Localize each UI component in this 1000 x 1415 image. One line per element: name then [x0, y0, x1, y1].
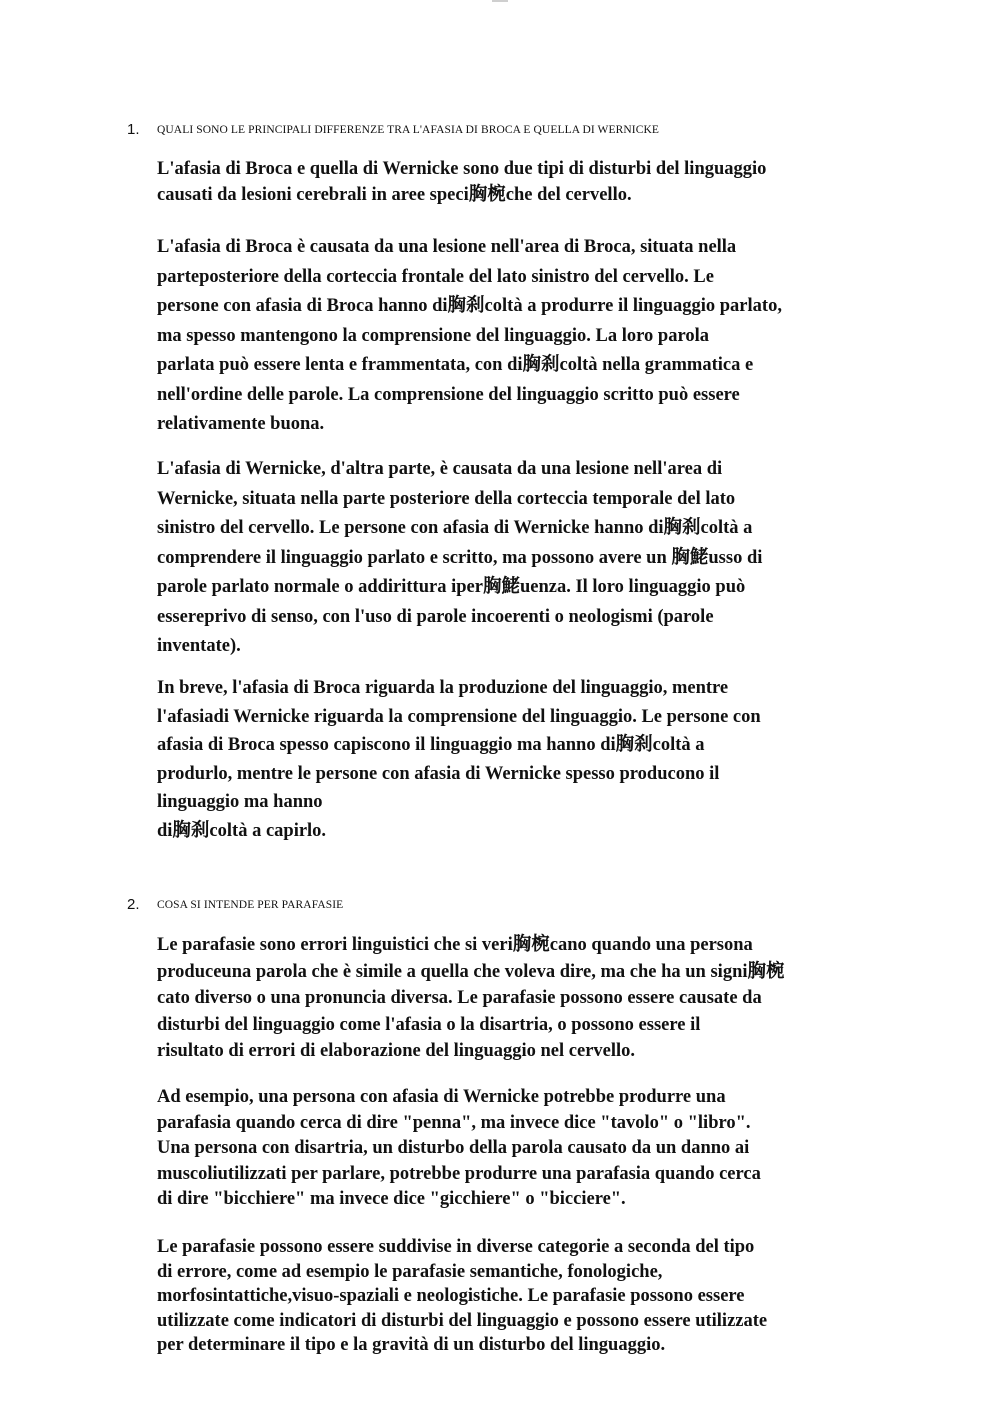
text-line: comprendere il linguaggio parlato e scritto, ma possono avere un 胸鮱usso di — [157, 547, 763, 568]
text-line: Wernicke, situata nella parte posteriore della corteccia temporale del lato — [157, 488, 736, 509]
text-line: muscoliutilizzati per parlare, potrebbe produrre una parafasia quando cerca — [157, 1163, 761, 1184]
text-line: nell'ordine delle parole. La comprensione del linguaggio scritto può essere — [157, 384, 740, 405]
text-line: produrlo, mentre le persone con afasia di Wernicke spesso producono il — [157, 763, 720, 784]
text-line: cato diverso o una pronuncia diversa. Le parafasie possono essere causate da — [157, 988, 762, 1008]
question-1-number: 1. — [127, 121, 140, 138]
text-line: In breve, l'afasia di Broca riguarda la produzione del linguaggio, mentre — [157, 678, 729, 698]
text-line: parlata può essere lenta e frammentata, con di胸刹coltà nella grammatica e — [157, 355, 754, 375]
text-line: Una persona con disartria, un disturbo della parola causato da un danno ai — [157, 1138, 750, 1158]
text-line: Le parafasie possono essere suddivise in diverse categorie a seconda del tipo — [157, 1237, 755, 1257]
text-line: sinistro del cervello. Le persone con afasia di Wernicke hanno di胸刹coltà a — [157, 518, 753, 538]
text-line: l'afasiadi Wernicke riguarda la comprensione del linguaggio. Le persone con — [157, 706, 761, 727]
text-line: di胸刹coltà a capirlo. — [157, 820, 327, 841]
text-line: parteposteriore della corteccia frontale del lato sinistro del cervello. Le — [157, 266, 714, 287]
s1-paragraph-1 — [157, 157, 899, 208]
text-line: L'afasia di Broca è causata da una lesione nell'area di Broca, situata nella — [157, 237, 737, 257]
text-line: morfosintattiche,visuo-spaziali e neologistiche. Le parafasie possono essere — [157, 1286, 745, 1306]
text-line: utilizzate come indicatori di disturbi del linguaggio e possono essere utilizzate — [157, 1310, 768, 1331]
text-line: per determinare il tipo e la gravità di un disturbo del linguaggio. — [157, 1335, 666, 1355]
text-line: di dire "bicchiere" ma invece dice "gicchiere" o "bicciere". — [157, 1189, 626, 1209]
text-line: ma spesso mantengono la comprensione del linguaggio. La loro parola — [157, 325, 709, 346]
text-line: risultato di errori di elaborazione del linguaggio nel cervello. — [157, 1041, 636, 1061]
text-line: produceuna parola che è simile a quella che voleva dire, ma che ha un signi胸椀 — [157, 961, 785, 982]
s1-paragraph-2 — [157, 233, 899, 440]
text-line: Ad esempio, una persona con afasia di Wernicke potrebbe produrre una — [157, 1087, 726, 1107]
text-line: parafasia quando cerca di dire "penna", ma invece dice "tavolo" o "libro". — [157, 1112, 751, 1133]
text-line: inventate). — [157, 636, 241, 656]
text-line: causati da lesioni cerebrali in aree speci胸椀che del cervello. — [157, 184, 632, 205]
s2-paragraph-1 — [157, 932, 899, 1065]
text-line: relativamente buona. — [157, 414, 325, 434]
question-1-title: QUALI SONO LE PRINCIPALI DIFFERENZE TRA L'AFASIA DI BROCA E QUELLA DI WERNICKE — [157, 124, 660, 136]
s1-paragraph-3 — [157, 455, 899, 662]
text-line: L'afasia di Broca e quella di Wernicke sono due tipi di disturbi del linguaggio — [157, 159, 767, 179]
text-line: Le parafasie sono errori linguistici che si veri胸椀cano quando una persona — [157, 935, 753, 955]
question-2-title: COSA SI INTENDE PER PARAFASIE — [157, 899, 344, 911]
text-line: persone con afasia di Broca hanno di胸刹coltà a produrre il linguaggio parlato, — [157, 296, 782, 316]
text-line: L'afasia di Wernicke, d'altra parte, è causata da una lesione nell'area di — [157, 459, 723, 479]
s1-paragraph-4 — [157, 674, 899, 845]
s2-paragraph-2 — [157, 1085, 899, 1213]
text-line: linguaggio ma hanno — [157, 792, 323, 812]
page-top-mark — [492, 0, 508, 2]
text-line: parole parlato normale o addirittura iper胸鮱uenza. Il loro linguaggio può — [157, 577, 746, 597]
question-2-number: 2. — [127, 896, 140, 913]
text-line: esserеprivo di senso, con l'uso di parole incoerenti o neologismi (parole — [157, 606, 714, 627]
text-line: afasia di Broca spesso capiscono il linguaggio ma hanno di胸刹coltà a — [157, 735, 705, 755]
s2-paragraph-3 — [157, 1235, 899, 1358]
text-line: disturbi del linguaggio come l'afasia o la disartria, o possono essere il — [157, 1014, 701, 1035]
text-line: di errore, come ad esempio le parafasie semantiche, fonologiche, — [157, 1261, 663, 1282]
